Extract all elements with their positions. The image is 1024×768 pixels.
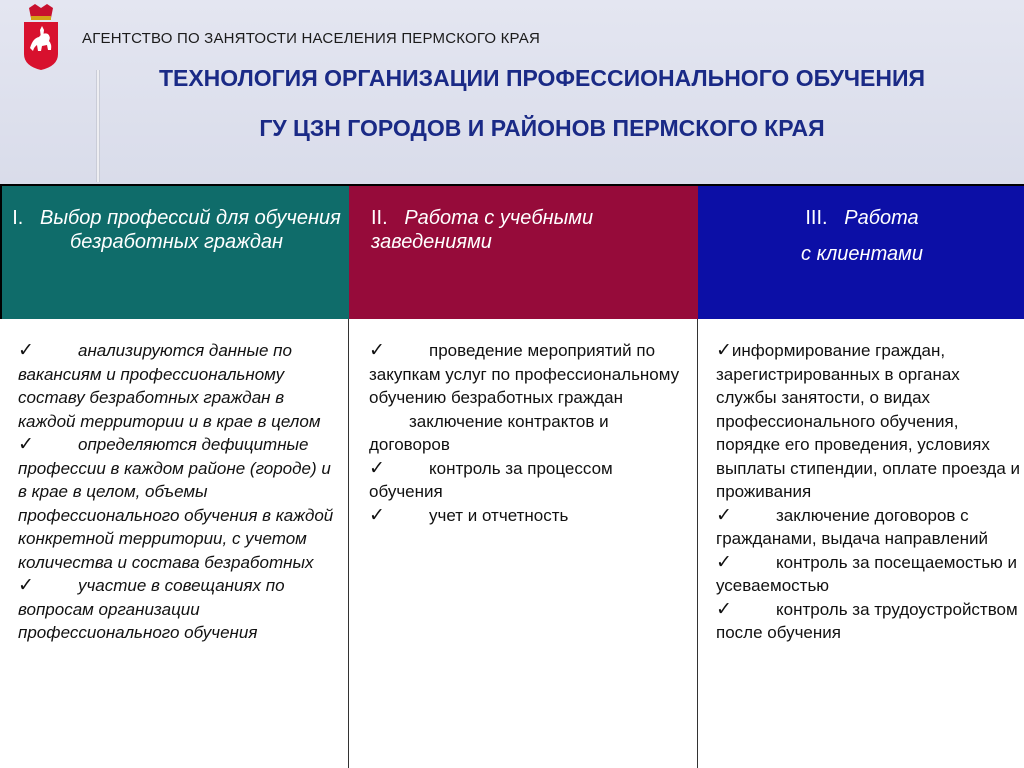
list-item bbox=[18, 339, 340, 433]
checkmark-icon: ✓ bbox=[716, 551, 732, 573]
list-item-text: информирование граждан, зарегистрированных в органах службы занятости, о видах профессионального обучения, порядке его проведения, условиях выплаты стипендии, оплате проезда и проживания bbox=[716, 341, 1021, 501]
list-item-text: определяются дефицитные профессии в каждом районе (городе) и в крае в целом, объемы профессионального обучения в каждой конкретной территории, с учетом количества и состава безработных bbox=[18, 435, 334, 572]
column-2-number: II. bbox=[371, 207, 388, 229]
page-title-line-1: ТЕХНОЛОГИЯ ОРГАНИЗАЦИИ ПРОФЕССИОНАЛЬНОГО ОБУЧЕНИЯ bbox=[158, 65, 926, 91]
list-item bbox=[716, 504, 1022, 551]
checkmark-icon: ✓ bbox=[716, 598, 732, 620]
column-3-body bbox=[698, 319, 1024, 768]
agency-name: АГЕНТСТВО ПО ЗАНЯТОСТИ НАСЕЛЕНИЯ ПЕРМСКОГО КРАЯ bbox=[82, 30, 541, 47]
list-item bbox=[716, 339, 1022, 504]
list-item-text: проведение мероприятий по закупкам услуг по профессиональному обучению безработных граждан bbox=[369, 341, 680, 407]
column-1-header bbox=[0, 184, 349, 319]
column-1-number: I. bbox=[12, 207, 24, 229]
column-1-body bbox=[0, 319, 349, 768]
list-item-text: контроль за посещаемостью и усеваемостью bbox=[716, 552, 1018, 595]
column-3-heading-line-2: с клиентами bbox=[801, 243, 923, 265]
list-item-text: учет и отчетность bbox=[429, 505, 569, 525]
checkmark-icon: ✓ bbox=[716, 504, 732, 526]
list-item-text: контроль за трудоустройством после обучения bbox=[716, 599, 1018, 642]
list-item bbox=[369, 410, 689, 457]
checkmark-icon: ✓ bbox=[369, 457, 385, 479]
list-item-text: контроль за процессом обучения bbox=[369, 458, 613, 501]
checkmark-icon: ✓ bbox=[18, 575, 34, 596]
list-item bbox=[18, 574, 340, 645]
column-3-header bbox=[698, 184, 1024, 319]
list-item bbox=[369, 339, 689, 410]
list-item bbox=[716, 598, 1022, 645]
checkmark-icon: ✓ bbox=[369, 504, 385, 526]
column-2-header bbox=[349, 184, 698, 319]
column-2-body bbox=[349, 319, 698, 768]
list-item bbox=[18, 433, 340, 574]
column-1-heading: Выбор профессий для обучения безработных граждан bbox=[40, 207, 341, 253]
checkmark-icon: ✓ bbox=[369, 340, 385, 361]
list-item-text: анализируются данные по вакансиям и профессиональному составу безработных граждан в каждой территории и в крае в целом bbox=[18, 341, 321, 431]
checkmark-icon: ✓ bbox=[716, 340, 732, 361]
list-item bbox=[369, 457, 689, 504]
list-item-text: заключение договоров с гражданами, выдача направлений bbox=[716, 505, 988, 548]
list-item bbox=[716, 551, 1022, 598]
list-item-text: участие в совещаниях по вопросам организации профессионального обучения bbox=[18, 576, 285, 642]
column-2-heading: Работа с учебными заведениями bbox=[371, 207, 594, 253]
slide-header bbox=[0, 0, 1024, 184]
perm-krai-coat-of-arms-icon bbox=[21, 4, 61, 70]
checkmark-icon: ✓ bbox=[18, 340, 34, 361]
page-title-line-2: ГУ ЦЗН ГОРОДОВ И РАЙОНОВ ПЕРМСКОГО КРАЯ bbox=[259, 115, 825, 141]
list-item bbox=[369, 504, 689, 528]
checkmark-icon: ✓ bbox=[18, 434, 34, 455]
column-3-number: III. bbox=[805, 207, 828, 229]
column-3-heading-line-1: Работа bbox=[844, 207, 919, 229]
list-item-text: заключение контрактов и договоров bbox=[369, 411, 609, 454]
